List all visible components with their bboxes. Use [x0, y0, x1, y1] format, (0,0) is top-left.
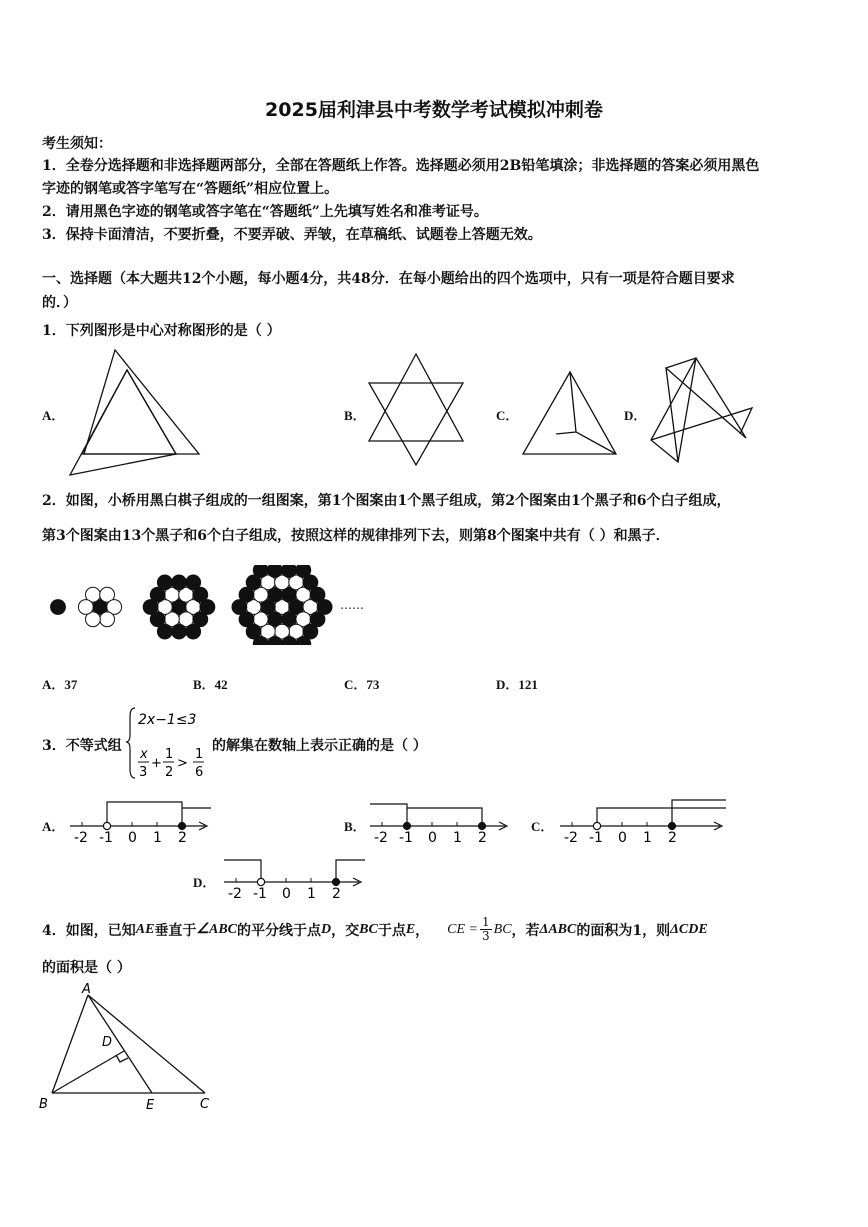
black-stone	[246, 575, 261, 590]
black-stone	[186, 624, 201, 639]
q3-ineq1: 2x−1≤3	[138, 712, 197, 728]
black-stone	[172, 624, 187, 639]
axis-tick-label: -2	[374, 830, 388, 846]
q2-ellipsis: ……	[340, 598, 364, 612]
axis-tick-label: -1	[399, 830, 413, 846]
q3-frac-b-den: 2	[165, 765, 174, 780]
q4-part5: 于点	[377, 922, 406, 939]
white-stone	[100, 612, 115, 627]
black-stone	[51, 600, 66, 615]
q2-option-d: D．121	[496, 677, 538, 692]
q1-option-b-label: B．	[344, 408, 366, 423]
open-endpoint	[593, 822, 600, 829]
q4-part7: ，若	[511, 922, 540, 939]
axis-tick-label: 2	[178, 830, 187, 846]
q3-plus: +	[151, 756, 162, 771]
q2-text-line2: 第3个图案由13个黑子和6个白子组成，按照这样的规律排列下去，则第8个图案中共有（ ）和黑子．	[42, 528, 670, 544]
q3-numberline-a	[68, 796, 213, 846]
q3-numberline-b	[368, 796, 513, 846]
q4-text-line1	[42, 916, 708, 943]
axis-tick-label: -1	[99, 830, 113, 846]
axis-tick-label: 2	[478, 830, 487, 846]
page-title: 2025届利津县中考数学考试模拟冲刺卷	[265, 99, 603, 121]
closed-endpoint	[478, 822, 485, 829]
q4-frac-den: 3	[482, 929, 490, 943]
axis-tick-label: -2	[228, 886, 242, 902]
axis-tick-label: 0	[128, 830, 137, 846]
q3-option-c-label: C．	[531, 819, 554, 834]
q4-part1: 4．如图，已知	[42, 922, 136, 939]
q4-label-c: C	[200, 1097, 210, 1112]
q4-ae: AE	[135, 921, 155, 937]
q1-figure-d	[648, 356, 756, 466]
q4-label-b: B	[39, 1097, 48, 1112]
axis-tick-label: -2	[74, 830, 88, 846]
bracket-line	[597, 808, 726, 826]
axis-tick-label: 0	[282, 886, 291, 902]
q3-frac-a-den: 3	[139, 765, 148, 780]
bracket-line	[407, 808, 482, 826]
axis-tick-label: 1	[453, 830, 462, 846]
q3-option-a-label: A．	[42, 819, 65, 834]
q3-frac-b-num: 1	[165, 747, 174, 762]
bracket-line	[336, 860, 365, 882]
black-stone	[150, 587, 165, 602]
q2-stone-patterns	[44, 565, 344, 645]
q1-figure-a	[62, 348, 207, 478]
q3-gt: >	[177, 756, 188, 771]
axis-tick-label: 1	[153, 830, 162, 846]
closed-endpoint	[332, 878, 339, 885]
notice-item-1: 1．全卷分选择题和非选择题两部分，全部在答题纸上作答。选择题必须用2B铅笔填涂；非选择题的答案必须用黑色	[42, 158, 760, 174]
axis-tick-label: 1	[643, 830, 652, 846]
q4-tri1: ΔABC	[539, 921, 577, 937]
axis-tick-label: 1	[307, 886, 316, 902]
q3-option-b-label: B．	[344, 819, 366, 834]
solution-bracket	[597, 800, 726, 826]
bracket-line	[370, 804, 407, 826]
axis-tick-label: 2	[332, 886, 341, 902]
q4-tri2: ΔCDE	[670, 921, 708, 937]
q4-part3: 的平分线于点	[237, 922, 322, 939]
q2-option-c: C．73	[344, 677, 380, 692]
q3-option-d-label: D．	[193, 875, 216, 890]
q3-frac-c-num: 1	[195, 747, 204, 762]
q1-option-d-label: D．	[624, 408, 647, 423]
white-stone	[78, 600, 93, 615]
q4-bc: BC	[359, 921, 378, 937]
q4-angle: ∠ABC	[196, 922, 238, 937]
q4-bc2: BC	[493, 921, 512, 937]
q4-label-d: D	[102, 1035, 113, 1050]
notice-item-1-cont: 字迹的钢笔或答字笔写在“答题纸”相应位置上。	[42, 181, 339, 197]
axis-tick-label: -1	[253, 886, 267, 902]
q1-text: 1．下列图形是中心对称图形的是（ ）	[42, 323, 281, 339]
q2-option-b: B．42	[193, 677, 228, 692]
axis-tick-label: -1	[589, 830, 603, 846]
q3-suffix: 的解集在数轴上表示正确的是（ ）	[212, 738, 427, 754]
notice-item-2: 2．请用黑色字迹的钢笔或答字笔在“答题纸”上先填写姓名和准考证号。	[42, 204, 488, 220]
q3-inequality-system	[125, 705, 215, 780]
q4-text-line2: 的面积是（ ）	[42, 960, 131, 976]
closed-endpoint	[403, 822, 410, 829]
black-stone	[172, 575, 187, 590]
notice-heading: 考生须知：	[42, 136, 112, 152]
section-heading-line2: 的．）	[42, 295, 77, 311]
closed-endpoint	[668, 822, 675, 829]
axis-tick-label: 2	[668, 830, 677, 846]
q3-prefix: 3．不等式组	[42, 738, 122, 754]
q1-figure-b	[366, 352, 466, 467]
q4-part4: ，交	[331, 922, 360, 939]
black-stone	[268, 565, 283, 578]
black-stone	[282, 565, 297, 578]
q4-fraction	[480, 916, 492, 943]
q4-e: E	[405, 921, 416, 937]
q4-part2: 垂直于	[154, 922, 197, 939]
q3-numberline-c	[558, 796, 728, 846]
section-heading-line1: 一、选择题（本大题共12个小题，每小题4分，共48分．在每小题给出的四个选项中，只有一项是符合题目要求	[42, 271, 735, 287]
bracket-line	[672, 800, 726, 826]
axis-tick-label: 0	[618, 830, 627, 846]
q1-option-c-label: C．	[496, 408, 519, 423]
bracket-line	[107, 802, 182, 826]
open-endpoint	[103, 822, 110, 829]
solution-bracket	[107, 802, 211, 826]
q3-numberline-d	[222, 852, 367, 902]
q4-part6: ，	[415, 922, 430, 939]
q1-figure-c	[520, 370, 620, 458]
q2-text-line1: 2．如图，小桥用黑白棋子组成的一组图案，第1个图案由1个黑子组成，第2个图案由1个黑子和6个白子组成，	[42, 493, 731, 509]
closed-endpoint	[178, 822, 185, 829]
q3-frac-c-den: 6	[195, 765, 204, 780]
q4-part8: 的面积为1，则	[576, 922, 671, 939]
solution-bracket	[224, 860, 365, 882]
axis-tick-label: 0	[428, 830, 437, 846]
notice-item-3: 3．保持卡面清洁，不要折叠，不要弄破、弄皱，在草稿纸、试题卷上答题无效。	[42, 227, 542, 243]
open-endpoint	[257, 878, 264, 885]
q3-frac-a-num: x	[140, 747, 148, 762]
q4-frac-num: 1	[482, 915, 490, 929]
q4-ce-eq: CE =	[447, 921, 479, 937]
q4-label-a: A	[82, 982, 91, 997]
q4-triangle-figure	[36, 982, 226, 1117]
q1-option-a-label: A．	[42, 408, 65, 423]
q2-option-a: A．37	[42, 677, 78, 692]
solution-bracket	[370, 804, 482, 826]
q4-d: D	[321, 921, 332, 937]
bracket-line	[224, 860, 261, 882]
q4-label-e: E	[146, 1098, 155, 1113]
axis-tick-label: -2	[564, 830, 578, 846]
